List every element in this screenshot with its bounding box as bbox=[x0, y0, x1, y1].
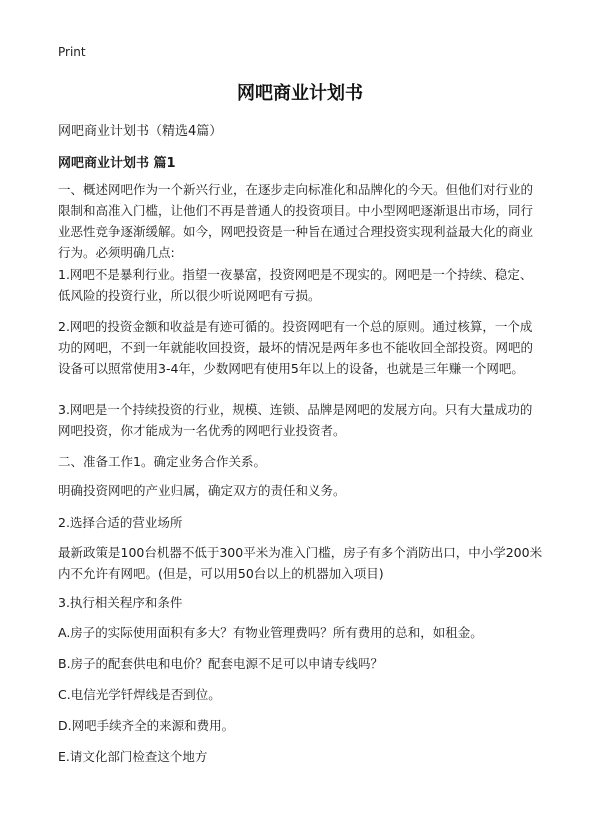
list-item-e: E.请文化部门检查这个地方 bbox=[58, 749, 208, 764]
list-item-a: A.房子的实际使用面积有多大？有物业管理费吗？所有费用的总和，如租金。 bbox=[58, 625, 483, 640]
list-item-b: B.房子的配套供电和电价？配套电源不足可以申请专线吗？ bbox=[58, 656, 384, 671]
paragraph-point-2: 2.网吧的投资金额和收益是有迹可循的。投资网吧有一个总的原则。通过核算，一个成功的网吧，不到一年就能收回投资，最坏的情况是两年多也不能收回全部投资。网吧的设备可以照常使用3-4年，少数网吧有使用5年以上的设备，也就是三年赚一个网吧。 bbox=[58, 319, 534, 376]
paragraph-preparation: 二、准备工作1。确定业务合作关系。 bbox=[58, 454, 266, 469]
document-subtitle: 网吧商业计划书（精选4篇） bbox=[58, 124, 223, 139]
document-title: 网吧商业计划书 bbox=[237, 83, 363, 104]
list-item-c: C.电信光学钎焊线是否到位。 bbox=[58, 687, 221, 702]
paragraph-point-1: 1.网吧不是暴利行业。指望一夜暴富，投资网吧是不现实的。网吧是一个持续、稳定、低风险的投资行业，所以很少听说网吧有亏损。 bbox=[58, 267, 533, 303]
paragraph-policy: 最新政策是100台机器不低于300平米为准入门槛，房子有多个消防出口，中小学200米内不允许有网吧。(但是，可以用50台以上的机器加入项目) bbox=[58, 545, 543, 581]
section-heading: 网吧商业计划书 篇1 bbox=[58, 156, 176, 171]
print-link[interactable]: Print bbox=[58, 45, 86, 59]
paragraph-overview: 一、概述网吧作为一个新兴行业，在逐步走向标准化和品牌化的今天。但他们对行业的限制和高准入门槛，让他们不再是普通人的投资项目。中小型网吧逐渐退出市场，同行业恶性竞争逐渐缓解。如今，网吧投资是一种旨在通过合理投资实现利益最大化的商业行为。必须明确几点: bbox=[58, 182, 534, 260]
paragraph-procedure-heading: 3.执行相关程序和条件 bbox=[58, 595, 183, 610]
paragraph-venue-heading: 2.选择合适的营业场所 bbox=[58, 515, 183, 530]
list-item-d: D.网吧手续齐全的来源和费用。 bbox=[58, 718, 235, 733]
paragraph-ownership: 明确投资网吧的产业归属，确定双方的责任和义务。 bbox=[58, 483, 346, 498]
paragraph-point-3: 3.网吧是一个持续投资的行业，规模、连锁、品牌是网吧的发展方向。只有大量成功的网吧投资，你才能成为一名优秀的网吧行业投资者。 bbox=[58, 402, 533, 438]
